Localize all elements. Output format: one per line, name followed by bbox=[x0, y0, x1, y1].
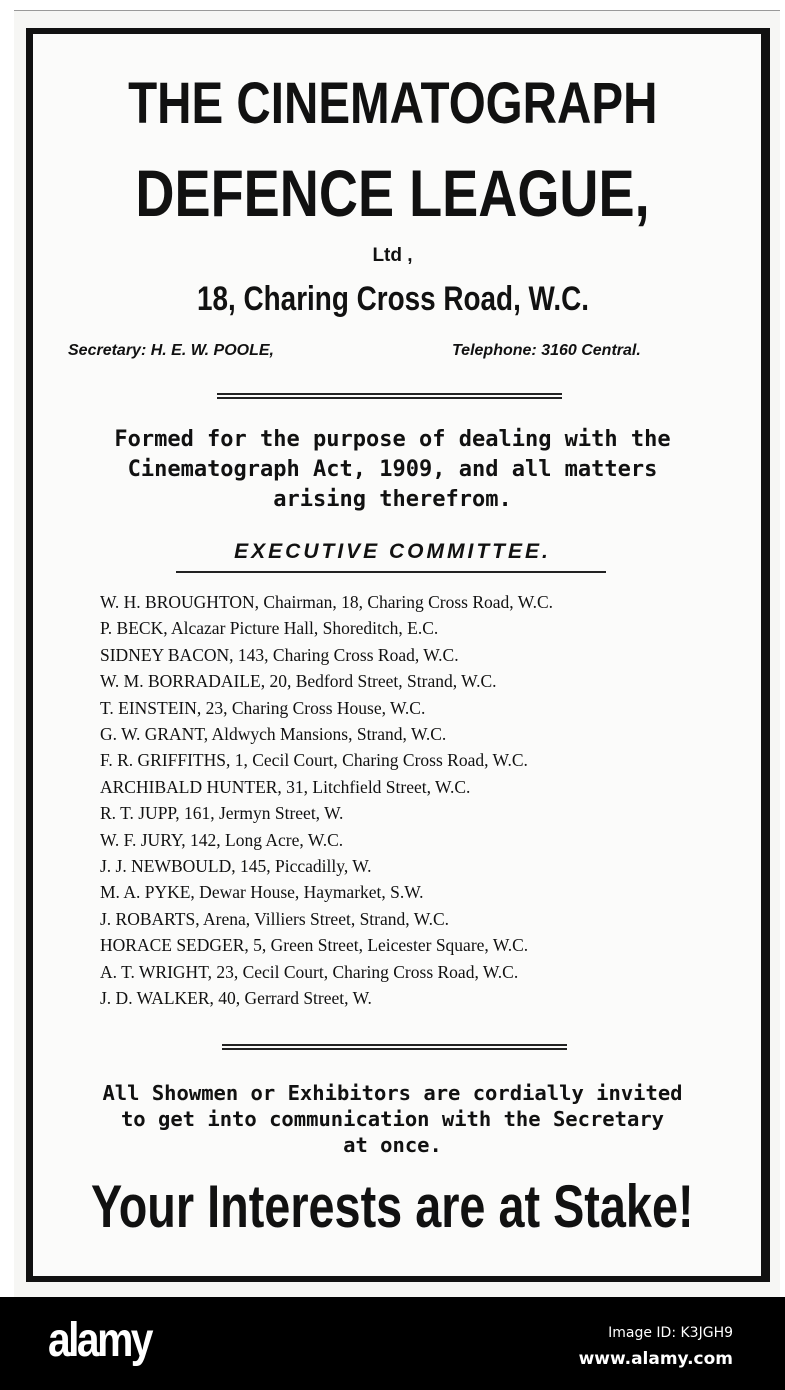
committee-member: G. W. GRANT, Aldwych Mansions, Strand, W.C. bbox=[100, 724, 447, 745]
watermark-url: www.alamy.com bbox=[578, 1349, 733, 1369]
committee-member: T. EINSTEIN, 23, Charing Cross House, W.C. bbox=[100, 697, 426, 718]
invitation-text bbox=[0, 1080, 785, 1158]
committee-heading: EXECUTIVE COMMITTEE. bbox=[234, 540, 551, 563]
committee-member: ARCHIBALD HUNTER, 31, Litchfield Street, W.C. bbox=[100, 776, 471, 797]
title-text-2: DEFENCE LEAGUE, bbox=[135, 156, 650, 230]
heading-underline bbox=[176, 571, 606, 573]
committee-member: HORACE SEDGER, 5, Green Street, Leicester Square, W.C. bbox=[100, 935, 529, 956]
purpose-text bbox=[0, 425, 785, 515]
committee-member: W. F. JURY, 142, Long Acre, W.C. bbox=[100, 829, 344, 850]
divider bbox=[217, 393, 562, 399]
title-line-1 bbox=[0, 70, 785, 137]
alamy-logo: alamy bbox=[48, 1314, 151, 1367]
image-id: Image ID: K3JGH9 bbox=[608, 1325, 733, 1341]
title-text-1: THE CINEMATOGRAPH bbox=[127, 71, 658, 136]
ltd-label: Ltd , bbox=[372, 245, 413, 266]
committee-member: M. A. PYKE, Dewar House, Haymarket, S.W. bbox=[100, 882, 424, 903]
committee-member: W. M. BORRADAILE, 20, Bedford Street, Strand, W.C. bbox=[100, 671, 497, 692]
invite-line: to get into communication with the Secretary bbox=[120, 1107, 665, 1131]
invite-line: at once. bbox=[343, 1133, 442, 1157]
title-line-2 bbox=[0, 155, 785, 233]
committee-member: J. D. WALKER, 40, Gerrard Street, W. bbox=[100, 988, 372, 1009]
committee-member: A. T. WRIGHT, 23, Cecil Court, Charing Cross Road, W.C. bbox=[100, 961, 519, 982]
purpose-line: Cinematograph Act, 1909, and all matters bbox=[127, 457, 658, 482]
committee-list bbox=[100, 589, 553, 1012]
invite-line: All Showmen or Exhibitors are cordially invited bbox=[102, 1081, 683, 1105]
address-text: 18, Charing Cross Road, W.C. bbox=[196, 280, 589, 318]
purpose-line: arising therefrom. bbox=[273, 487, 512, 512]
slogan bbox=[0, 1172, 785, 1242]
committee-member: J. J. NEWBOULD, 145, Piccadilly, W. bbox=[100, 856, 372, 877]
watermark-band bbox=[0, 1297, 785, 1390]
divider bbox=[222, 1044, 567, 1050]
committee-member: F. R. GRIFFITHS, 1, Cecil Court, Charing Cross Road, W.C. bbox=[100, 750, 528, 771]
address bbox=[0, 280, 785, 319]
committee-member: SIDNEY BACON, 143, Charing Cross Road, W.C. bbox=[100, 644, 459, 665]
slogan-text: Your Interests are at Stake! bbox=[91, 1173, 694, 1240]
purpose-line: Formed for the purpose of dealing with the bbox=[114, 427, 671, 452]
committee-member: R. T. JUPP, 161, Jermyn Street, W. bbox=[100, 803, 344, 824]
secretary: Secretary: H. E. W. POOLE, bbox=[68, 342, 274, 359]
committee-member: W. H. BROUGHTON, Chairman, 18, Charing Cross Road, W.C. bbox=[100, 592, 554, 612]
telephone: Telephone: 3160 Central. bbox=[452, 342, 641, 359]
committee-member: J. ROBARTS, Arena, Villiers Street, Strand, W.C. bbox=[100, 908, 450, 929]
committee-member: P. BECK, Alcazar Picture Hall, Shoreditch, E.C. bbox=[100, 618, 439, 639]
